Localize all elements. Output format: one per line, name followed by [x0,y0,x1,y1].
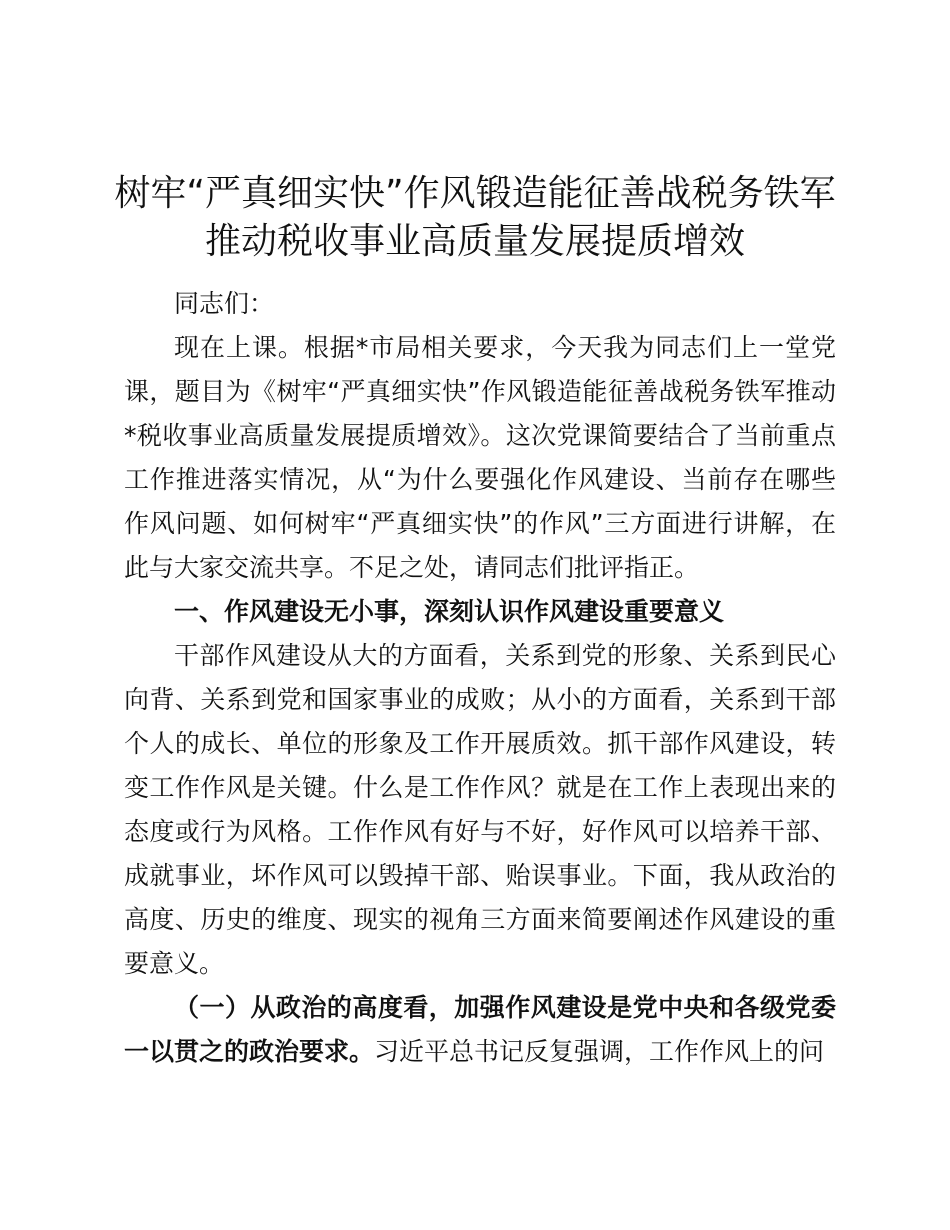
subsection-paragraph [124,986,836,1074]
intro-paragraph: 现在上课。根据*市局相关要求，今天我为同志们上一堂党课，题目为《树牢“严真细实快”作风锻造能征善战税务铁军推动*税收事业高质量发展提质增效》。这次党课简要结合了当前重点工作推进落实情况，从“为什么要强化作风建设、当前存在哪些作风问题、如何树牢“严真细实快”的作风”三方面进行讲解，在此与大家交流共享。不足之处，请同志们批评指正。 [124,333,836,582]
document-title-line-2: 推动税收事业高质量发展提质增效 [204,221,745,262]
section-heading-1: 一、作风建设无小事，深刻认识作风建设重要意义 [174,597,725,626]
document-title-line-1: 树牢“严真细实快”作风锻造能征善战税务铁军 [114,173,836,214]
greeting: 同志们： [174,289,275,318]
document-body [124,282,836,1074]
subsection-text: 习近平总书记反复强调，工作作风上的问 [374,1037,825,1066]
subsection-heading: （一）从政治的高度看，加强作风建设是党中央和各级党委一以贯之的政治要求。 [124,993,836,1066]
section-1-paragraph: 干部作风建设从大的方面看，关系到党的形象、关系到民心向背、关系到党和国家事业的成败；从小的方面看，关系到干部个人的成长、单位的形象及工作开展质效。抓干部作风建设，转变工作作风是关键。什么是工作作风？就是在工作上表现出来的态度或行为风格。工作作风有好与不好，好作风可以培养干部、成就事业，坏作风可以毁掉干部、贻误事业。下面，我从政治的高度、历史的维度、现实的视角三方面来简要阐述作风建设的重要意义。 [124,641,836,978]
